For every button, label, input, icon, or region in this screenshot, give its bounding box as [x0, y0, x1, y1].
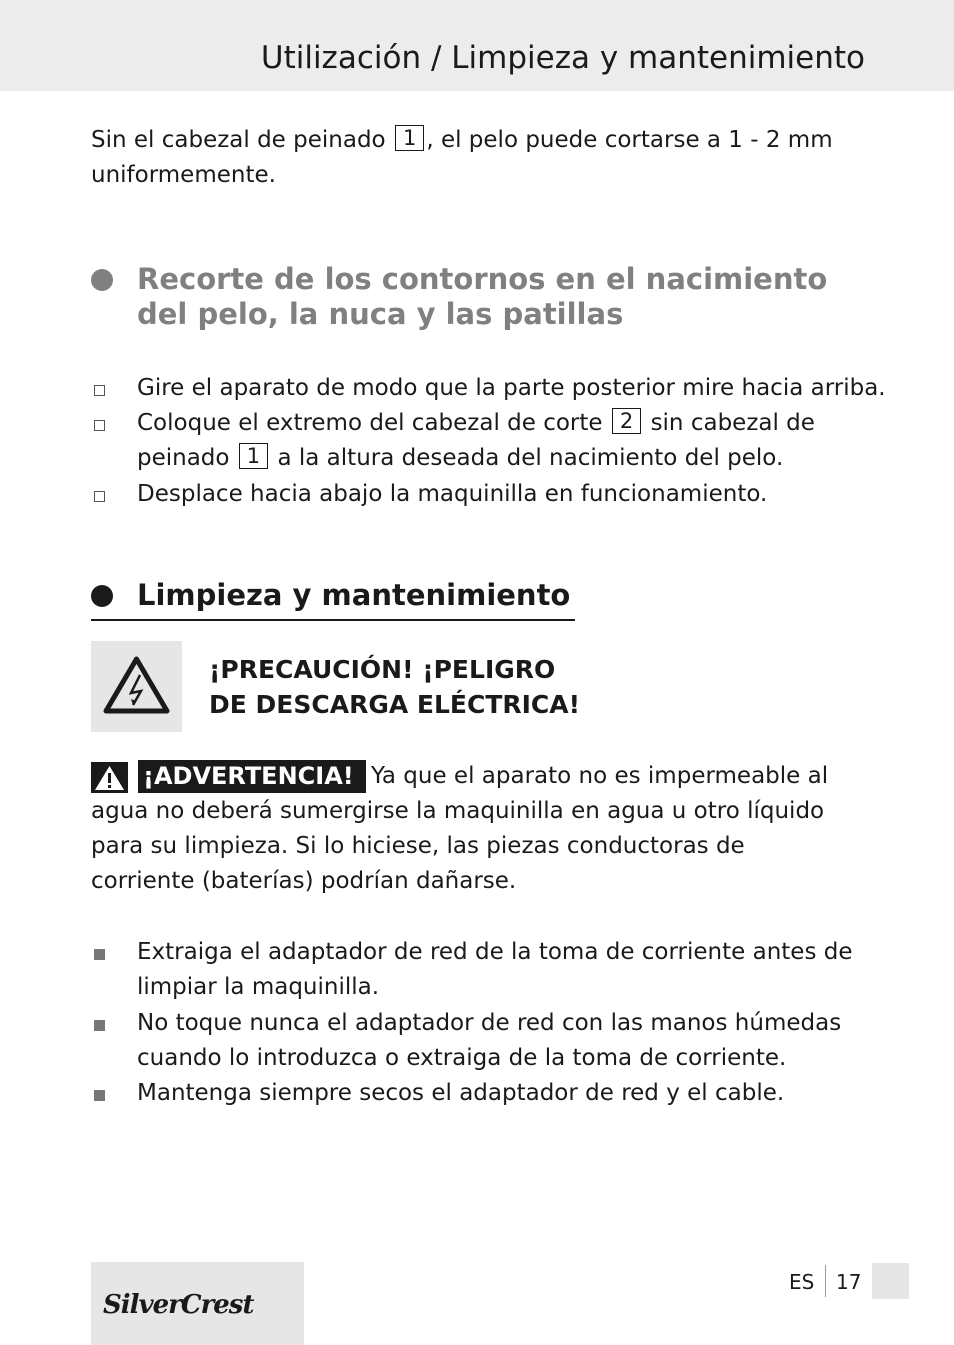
heading-underline [91, 619, 575, 621]
intro-text-before: Sin el cabezal de peinado [91, 127, 386, 153]
page-header [0, 0, 954, 91]
caution-line2: DE DESCARGA ELÉCTRICA! [209, 690, 581, 719]
step-line2-before: peinado [137, 445, 230, 471]
advertencia-label: ¡ADVERTENCIA! [138, 760, 366, 793]
part-ref-1: 1 [395, 125, 424, 151]
language-code: ES [789, 1270, 815, 1294]
caution-text [209, 652, 580, 722]
brand-logo [91, 1262, 304, 1345]
section-heading-line2: del pelo, la nuca y las patillas [137, 297, 624, 331]
step-text: Desplace hacia abajo la maquinilla en funcionamiento. [137, 481, 768, 507]
step-text-before: Coloque el extremo del cabezal de corte [137, 410, 603, 436]
list-item-text: No toque nunca el adaptador de red con las manos húmedas cuando lo introduzca o extraiga de la toma de corriente. [137, 1010, 842, 1071]
intro-text-after: , el pelo puede cortarse a 1 - 2 mm [426, 127, 833, 153]
warning-triangle-icon [91, 762, 128, 793]
step-line2-after: a la altura deseada del nacimiento del pelo. [277, 445, 784, 471]
page-title: Utilización / Limpieza y mantenimiento [260, 40, 865, 76]
square-bullet-icon [94, 1090, 105, 1101]
section-heading-limpieza: Limpieza y mantenimiento [137, 578, 571, 612]
part-ref-1: 1 [239, 443, 268, 469]
checkbox-icon [94, 491, 105, 502]
footer-divider [825, 1265, 826, 1297]
step-text [137, 441, 783, 476]
page-number: 17 [836, 1270, 862, 1294]
section-heading-line1: Recorte de los contornos en el nacimiento [137, 262, 828, 296]
checkbox-icon [94, 420, 105, 431]
step-text: Gire el aparato de modo que la parte posterior mire hacia arriba. [137, 375, 886, 401]
square-bullet-icon [94, 949, 105, 960]
checkbox-icon [94, 385, 105, 396]
square-bullet-icon [94, 1020, 105, 1031]
step-text [137, 406, 815, 441]
section-bullet-dot [91, 269, 113, 291]
step-text-after: sin cabezal de [650, 410, 815, 436]
advertencia-paragraph: Ya que el aparato no es impermeable al agua no deberá sumergirse la maquinilla en agua u otro líquido para su limpieza. Si lo hiciese, las piezas conductoras de corriente (baterías) podrían dañarse. [91, 763, 829, 894]
section-bullet-dot [91, 585, 113, 607]
caution-line1: ¡PRECAUCIÓN! ¡PELIGRO [209, 655, 556, 684]
high-voltage-warning-icon [91, 641, 182, 732]
footer-tab-marker [872, 1263, 909, 1299]
list-item-text: Mantenga siempre secos el adaptador de red y el cable. [137, 1080, 785, 1106]
brand-logo-text: SilverCrest [103, 1290, 254, 1320]
intro-paragraph [91, 123, 851, 193]
section-heading-contornos [137, 262, 827, 332]
intro-line2: uniformemente. [91, 162, 276, 188]
list-item-text: Extraiga el adaptador de red de la toma de corriente antes de limpiar la maquinilla. [137, 939, 853, 1000]
part-ref-2: 2 [612, 408, 641, 434]
